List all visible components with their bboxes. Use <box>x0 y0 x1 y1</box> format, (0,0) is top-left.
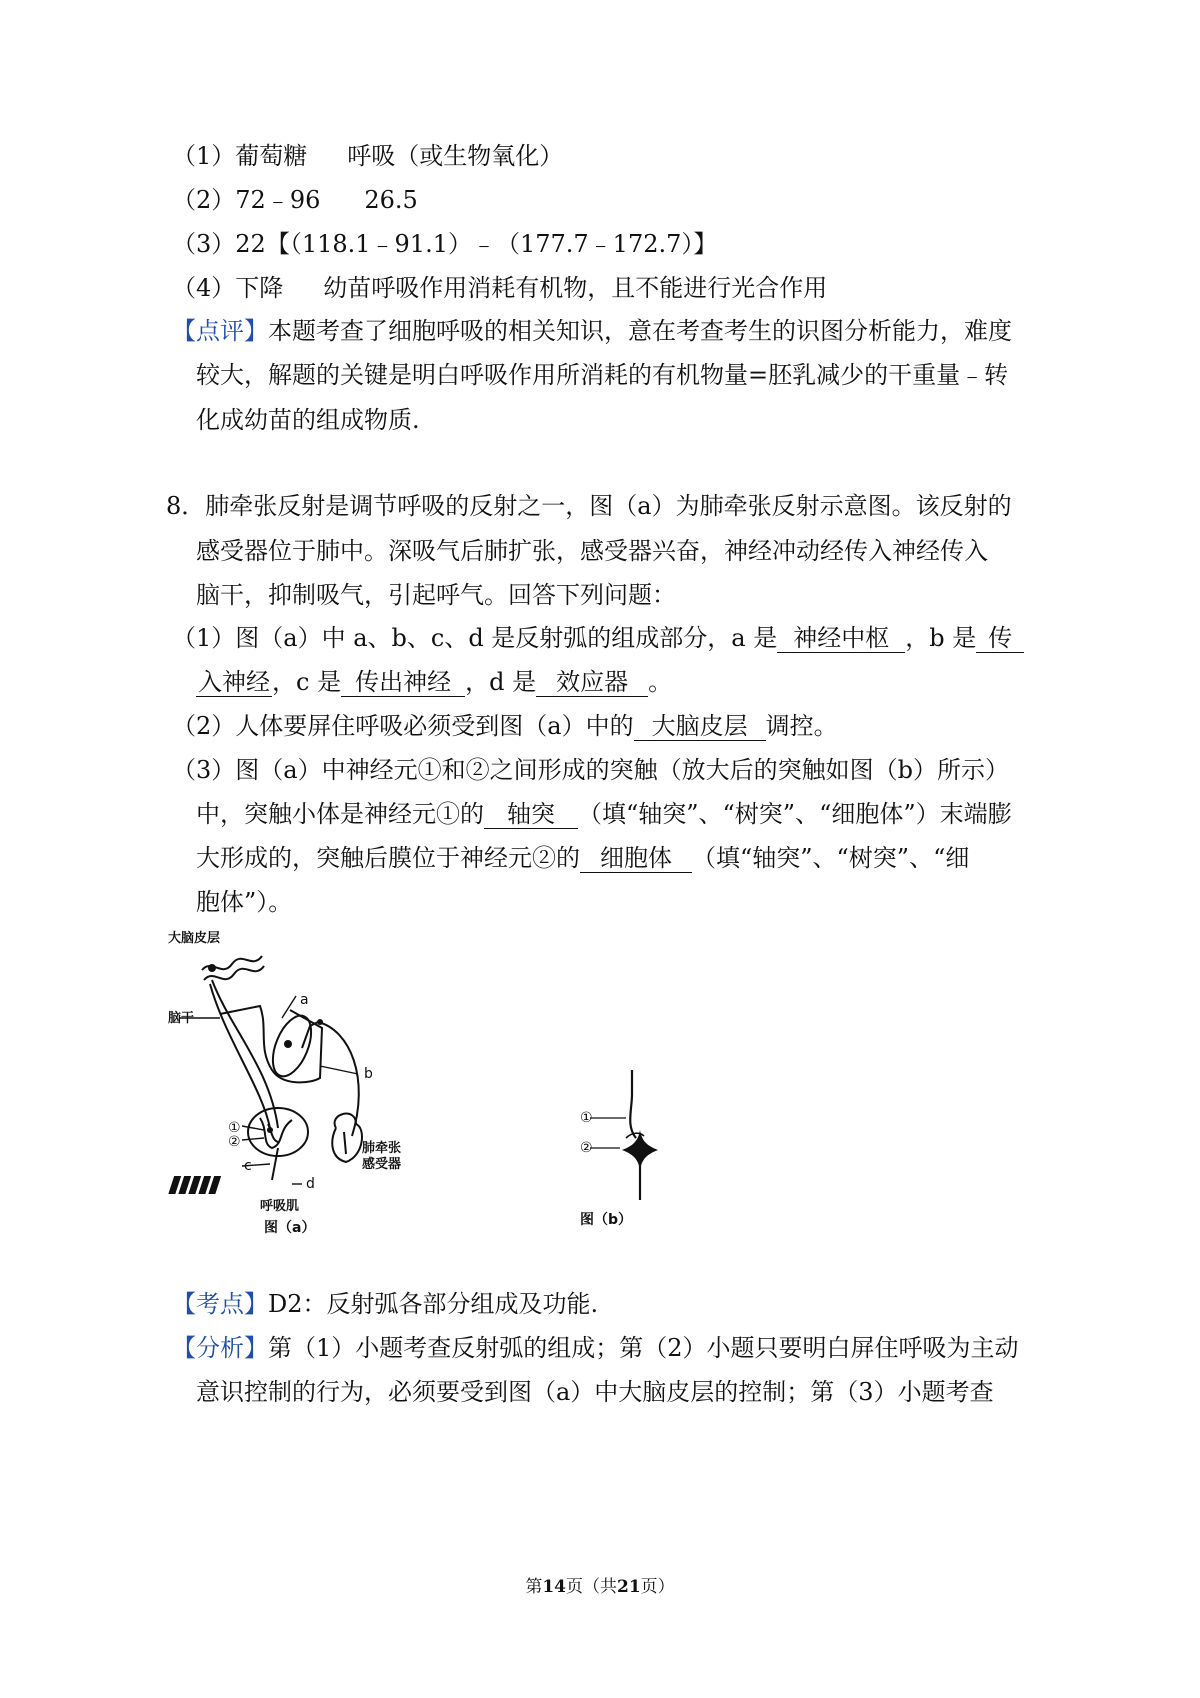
figure-a-caption: 图（a） <box>264 1220 316 1236</box>
footer-middle: 页（共 <box>566 1577 617 1597</box>
label-d: d <box>306 1176 315 1192</box>
comment-text-1: 本题考查了细胞呼吸的相关知识，意在考查考生的识图分析能力，难度 <box>268 317 1012 345</box>
answer-3-part1: 22【（118.1﹣91.1）﹣（177.7﹣172.7）】 <box>235 230 718 258</box>
label-cerebral-cortex: 大脑皮层 <box>168 931 221 946</box>
kaodian-tag: 【考点】 <box>172 1290 268 1318</box>
answer-blank-cortex: 大脑皮层 <box>634 712 766 741</box>
comment-line-1 <box>172 315 1012 347</box>
figure-a-diagram <box>160 918 460 1238</box>
answer-1-part2: 呼吸（或生物氧化） <box>347 142 564 170</box>
sub-question-3-line-4: 胞体”）。 <box>196 888 293 916</box>
answer-blank-d: 效应器 <box>536 668 648 697</box>
sub-question-3-text-3: 大形成的，突触后膜位于神经元②的 <box>196 844 580 872</box>
fenxi-line-1 <box>172 1332 1019 1364</box>
sub-question-3-line-2 <box>196 798 1012 830</box>
answer-2-part2: 26.5 <box>364 186 418 214</box>
footer-prefix: 第 <box>525 1577 543 1597</box>
answer-1-number: （1） <box>172 142 236 170</box>
sub-question-2 <box>172 710 838 742</box>
label-receptor-2: 感受器 <box>362 1157 402 1172</box>
sub-question-3-text-2: （填“轴突”、“树突”、“细胞体”）末端膨 <box>578 800 1012 828</box>
fenxi-line-2: 意识控制的行为，必须要受到图（a）中大脑皮层的控制；第（3）小题考查 <box>196 1378 994 1406</box>
figure-b-diagram <box>580 1070 680 1230</box>
label-receptor-1: 肺牵张 <box>362 1141 402 1156</box>
answer-blank-cell-body: 细胞体 <box>580 844 692 873</box>
answer-1 <box>172 140 563 172</box>
label-neuron-1: ① <box>228 1120 241 1136</box>
answer-2-number: （2） <box>172 186 236 214</box>
footer-page-number: 14 <box>542 1577 566 1597</box>
sub-question-1-text-c: ，c 是 <box>272 668 342 696</box>
sub-question-2-end: 调控。 <box>765 712 838 740</box>
answer-4-number: （4） <box>172 274 236 302</box>
question-8-line-3: 脑干，抑制吸气，引起呼气。回答下列问题： <box>196 581 676 609</box>
kaodian-line <box>172 1288 598 1320</box>
label-a: a <box>300 992 309 1008</box>
sub-question-1-text: （1）图（a）中 a、b、c、d 是反射弧的组成部分，a 是 <box>172 624 778 652</box>
sub-question-3-text-4: （填“轴突”、“树突”、“细 <box>692 844 970 872</box>
comment-line-3: 化成幼苗的组成物质. <box>196 406 420 434</box>
answer-4-part1: 下降 <box>235 274 284 302</box>
answer-3 <box>172 228 717 260</box>
label-b-neuron-1: ① <box>580 1110 593 1126</box>
comment-line-2: 较大，解题的关键是明白呼吸作用所消耗的有机物量=胚乳减少的干重量﹣转 <box>196 361 1009 389</box>
kaodian-text: D2：反射弧各部分组成及功能. <box>268 1290 599 1318</box>
answer-4 <box>172 272 827 304</box>
sub-question-1-text-d: ，d 是 <box>465 668 537 696</box>
answer-4-part2: 幼苗呼吸作用消耗有机物，且不能进行光合作用 <box>323 274 828 302</box>
answer-blank-a: 神经中枢 <box>777 624 905 653</box>
sub-question-3-text-1: 中，突触小体是神经元①的 <box>196 800 484 828</box>
footer-total-pages: 21 <box>617 1577 641 1597</box>
question-8-line-2: 感受器位于肺中。深吸气后肺扩张，感受器兴奋，神经冲动经传入神经传入 <box>196 537 988 565</box>
answer-blank-b-part1: 传 <box>976 624 1024 653</box>
answer-2 <box>172 184 418 216</box>
sub-question-1-line-2 <box>196 666 672 698</box>
answer-3-number: （3） <box>172 230 236 258</box>
question-8-line-1: 8．肺牵张反射是调节呼吸的反射之一，图（a）为肺牵张反射示意图。该反射的 <box>166 492 1012 520</box>
comment-tag: 【点评】 <box>172 317 268 345</box>
page-footer <box>0 1575 1200 1599</box>
answer-blank-axon: 轴突 <box>484 800 578 829</box>
sub-question-2-text: （2）人体要屏住呼吸必须受到图（a）中的 <box>172 712 634 740</box>
sub-question-1-end: 。 <box>648 668 673 696</box>
label-b: b <box>364 1066 373 1082</box>
label-neuron-2: ② <box>228 1134 241 1150</box>
label-b-neuron-2: ② <box>580 1140 593 1156</box>
label-respiratory-muscle: 呼吸肌 <box>260 1199 300 1214</box>
sub-question-3-line-3 <box>196 842 969 874</box>
footer-suffix: 页） <box>640 1577 675 1597</box>
sub-question-3-line-1: （3）图（a）中神经元①和②之间形成的突触（放大后的突触如图（b）所示） <box>172 756 1009 784</box>
figure-b-caption: 图（b） <box>580 1212 633 1228</box>
answer-2-part1: 72﹣96 <box>235 186 321 214</box>
answer-blank-c: 传出神经 <box>341 668 465 697</box>
label-brainstem: 脑干 <box>168 1011 195 1026</box>
fenxi-text-1: 第（1）小题考查反射弧的组成；第（2）小题只要明白屏住呼吸为主动 <box>268 1334 1019 1362</box>
label-c: c <box>244 1158 252 1174</box>
sub-question-1-text-b: ，b 是 <box>905 624 977 652</box>
answer-blank-b-part2: 入神经 <box>198 668 270 696</box>
sub-question-1-line-1 <box>172 622 1024 654</box>
fenxi-tag: 【分析】 <box>172 1334 268 1362</box>
answer-1-part1: 葡萄糖 <box>235 142 308 170</box>
